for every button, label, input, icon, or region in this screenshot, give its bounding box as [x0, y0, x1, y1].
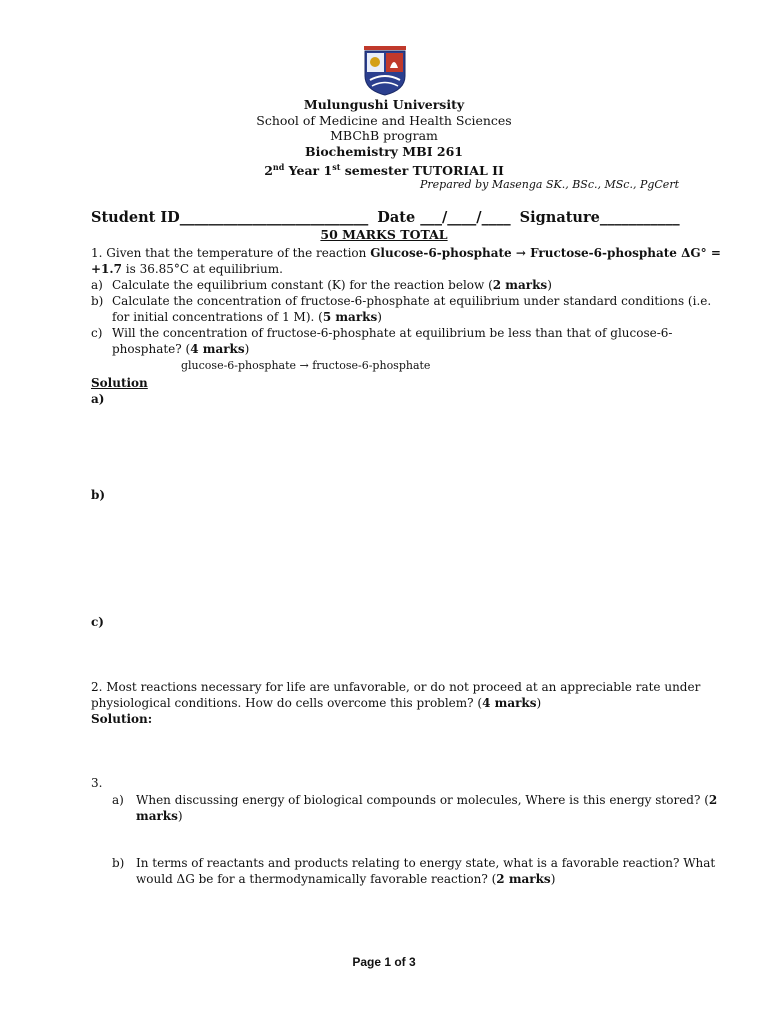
student-id-field[interactable]: Student ID__________________________	[91, 209, 369, 226]
q3b-text-line1: In terms of reactants and products relating to energy state, what is a favorable reaction? What	[136, 856, 716, 870]
year-semester-line: 2nd Year 1st semester TUTORIAL II	[264, 162, 504, 179]
page-number: Page 1 of 3	[352, 955, 416, 969]
q2-line1: 2. Most reactions necessary for life are unfavorable, or do not proceed at an appreciable rate under	[91, 680, 701, 694]
q1a-text: Calculate the equilibrium constant (K) for the reaction below (2 marks)	[112, 278, 552, 292]
q3b-label: b)	[112, 856, 125, 870]
signature-field[interactable]: Signature___________	[519, 209, 680, 226]
q3a-label: a)	[112, 793, 124, 807]
q1-solution-a: a)	[91, 392, 105, 406]
student-info-row	[91, 209, 680, 226]
q3b-text-line2: would ΔG be for a thermodynamically favorable reaction? (2 marks)	[136, 872, 556, 886]
q1-reaction: glucose-6-phosphate → fructose-6-phosphate	[181, 359, 431, 372]
q1c-text-line2: phosphate? (4 marks)	[112, 342, 250, 356]
university-crest-logo	[360, 46, 410, 96]
course-title: Biochemistry MBI 261	[305, 144, 463, 159]
q1-line1: 1. Given that the temperature of the reaction Glucose-6-phosphate → Fructose-6-phosphate ΔG° =	[91, 246, 721, 260]
q1-solution-c: c)	[91, 615, 104, 629]
program-name: MBChB program	[330, 128, 438, 143]
q3-number: 3.	[91, 776, 103, 790]
school-name: School of Medicine and Health Sciences	[256, 113, 512, 128]
prepared-by: Prepared by Masenga SK., BSc., MSc., PgCert	[420, 178, 679, 191]
q1-solution-b: b)	[91, 488, 106, 502]
q1c-label: c)	[91, 326, 103, 340]
q1b-text-line1: Calculate the concentration of fructose-6-phosphate at equilibrium under standard conditions (i.e.	[112, 294, 712, 308]
date-field[interactable]: Date ___/____/____	[377, 209, 511, 226]
q1c-text-line1: Will the concentration of fructose-6-phosphate at equilibrium be less than that of glucose-6-	[112, 326, 673, 340]
q2-line2: physiological conditions. How do cells overcome this problem? (4 marks)	[91, 696, 542, 710]
q3a-text-line2: marks)	[136, 809, 183, 823]
q3a-text-line1: When discussing energy of biological compounds or molecules, Where is this energy stored? (2	[136, 793, 718, 807]
q1b-label: b)	[91, 294, 104, 308]
q1b-text-line2: for initial concentrations of 1 M). (5 marks)	[112, 310, 382, 324]
total-marks: 50 MARKS TOTAL	[320, 227, 448, 242]
q2-solution-heading: Solution:	[91, 712, 153, 726]
university-name: Mulungushi University	[303, 97, 465, 112]
q1a-label: a)	[91, 278, 103, 292]
q1-solution-heading: Solution	[91, 376, 148, 390]
q1-line2: +1.7 is 36.85°C at equilibrium.	[91, 262, 283, 276]
